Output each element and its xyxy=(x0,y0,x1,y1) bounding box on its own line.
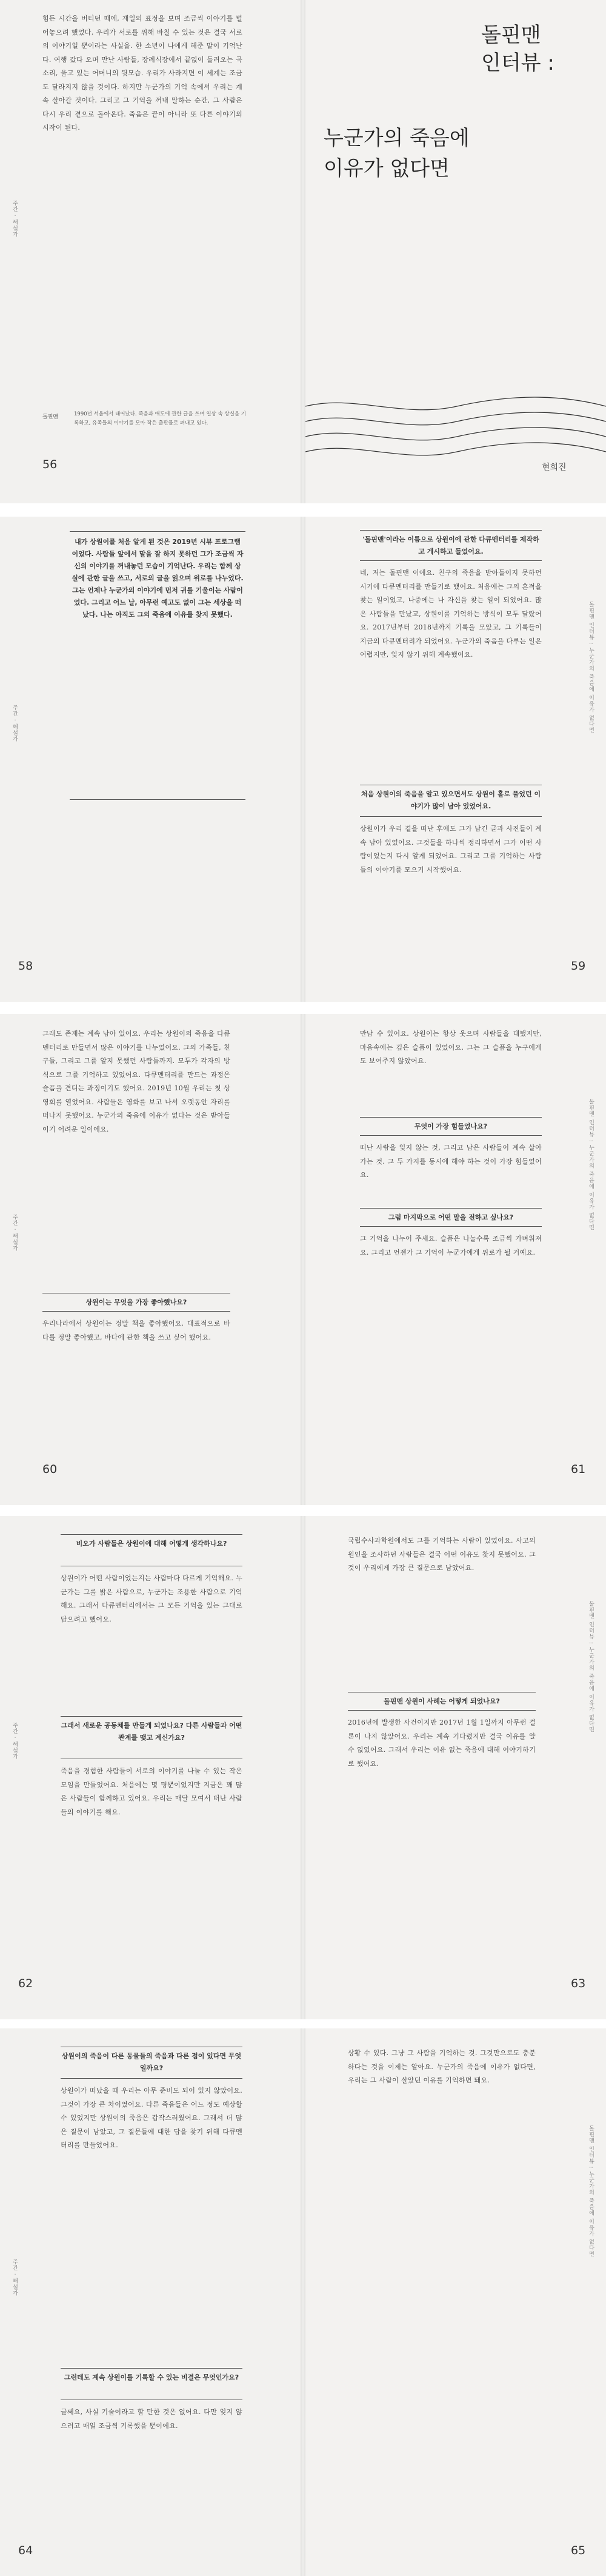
answer-text: 상원이가 어떤 사람이었는지는 사람마다 다르게 기억해요. 누군가는 그를 밝은 사람으로, 누군가는 조용한 사람으로 기억해요. 그래서 다큐멘터리에서는 그 모든 기억을 있는 그대로 담으려고 했어요. xyxy=(61,1574,242,1623)
side-running-head: 주간 · 해설가 xyxy=(12,200,18,238)
wave-decoration xyxy=(305,388,606,473)
side-running-head: 주간 · 해설가 xyxy=(12,2259,18,2296)
page-number: 56 xyxy=(42,458,58,471)
side-running-head: 주간 · 해설가 xyxy=(12,1722,18,1760)
side-running-head: 돌핀맨 인터뷰 : 누군가의 죽음에 이유가 없다면 xyxy=(588,2125,594,2258)
answer-text: 그래도 존재는 계속 남아 있어요. 우리는 상원이의 죽음을 다큐멘터리로 만들면서 많은 이야기를 나누었어요. 그의 가족들, 친구들, 그리고 그를 알지 못했던 사람들까지. 모두가 각자의 방식으로 그를 기억하고 있었어요. 다큐멘터리를 만드는 과정은 슬픔을 견디는 과정이기도 했어요. 2019년 10월 우리는 첫 상영회를 열었어요. 사람들은 영화를 보고 나서 오랫동안 자리를 떠나지 못했어요. 누군가의 죽음에 이유가 없다는 것은 받아들이기 어려운 일이에요. xyxy=(42,1030,230,1133)
page-63 xyxy=(305,1516,606,2019)
side-running-head: 주간 · 해설가 xyxy=(12,1214,18,1252)
answer-text: 만남 수 있어요. 상원이는 항상 웃으며 사람들을 대했지만, 마음속에는 깊은 슬픔이 있었어요. 그는 그 슬픔을 누구에게도 보여주지 않았어요. xyxy=(360,1030,542,1065)
answer-text: 네, 저는 돌핀맨 이에요. 친구의 죽음을 받아들이지 못하던 시기에 다큐멘터리를 만들기로 했어요. 처음에는 그의 흔적을 찾는 일이었고, 나중에는 나 자신을 찾는 일이 되었어요. 많은 사람들을 만났고, 상원이를 기억하는 방식이 모두 달랐어요. 2017년부터 2018년까지 기록을 모았고, 그 기록들이 지금의 다큐멘터리가 되었어요. 누군가의 죽음을 다루는 일은 어렵지만, 잊지 않기 위해 계속했어요. xyxy=(360,569,542,659)
page-62 xyxy=(0,1516,301,2019)
spread-64-65 xyxy=(0,2028,606,2576)
rule xyxy=(348,1710,536,1711)
answer-text: 국립수사과학원에서도 그를 기억하는 사람이 있었어요. 사고의 원인을 조사하던 사람들은 결국 어떤 이유도 찾지 못했어요. 그것이 우리에게 가장 큰 질문으로 남았어요. xyxy=(348,1537,536,1572)
answer-text: 상황 수 있다. 그냥 그 사람을 기억하는 것. 그것만으로도 충분하다는 것을 이제는 알아요. 누군가의 죽음에 이유가 없다면, 우리는 그 사람이 살았던 이유를 기억하면 돼요. xyxy=(348,2049,536,2084)
question: 상원이는 무엇을 가장 좋아했나요? xyxy=(85,1298,187,1306)
gutter xyxy=(301,1014,305,1505)
answer-text: 떠난 사람을 잊지 않는 것, 그리고 남은 사람들이 계속 살아가는 것. 그 두 가지를 동시에 해야 하는 것이 가장 힘들었어요. xyxy=(360,1144,542,1179)
spread-58-59 xyxy=(0,517,606,1002)
subtitle-line-1: 누군가의 죽음에 xyxy=(324,126,470,150)
answer-text: 우리나라에서 상원이는 정말 책을 좋아했어요. 대표적으로 바다를 정말 좋아했고, 바다에 관한 책을 쓰고 싶어 했어요. xyxy=(42,1320,230,1341)
gutter xyxy=(301,517,305,1002)
answer-text: 상원이가 우리 곁을 떠난 후에도 그가 남긴 글과 사진들이 계속 남아 있었어요. 그것들을 하나씩 정리하면서 그가 어떤 사람이었는지 다시 알게 되었어요. 그리고 그를 기억하는 사람들의 이야기를 모으기 시작했어요. xyxy=(360,825,542,874)
question: 돌핀맨 상원이 사례는 어떻게 되었나요? xyxy=(384,1697,500,1705)
subtitle-line-2: 이유가 없다면 xyxy=(324,156,450,181)
rule-top xyxy=(70,531,245,532)
question: '돌핀맨'이라는 이름으로 상원이에 관한 다큐멘터리를 제작하고 게시하고 들었어요. xyxy=(362,535,539,555)
rule xyxy=(360,1226,542,1227)
title-line-1: 돌핀맨 xyxy=(481,23,541,47)
rule xyxy=(61,1716,242,1717)
answer-text: 죽음을 경험한 사람들이 서로의 이야기를 나눌 수 있는 작은 모임을 만들었어요. 처음에는 몇 명뿐이었지만 지금은 꽤 많은 사람들이 함께하고 있어요. 우리는 매달 모여서 떠난 사람들의 이야기를 해요. xyxy=(61,1767,242,1816)
author-name: 현희진 xyxy=(542,463,567,472)
answer-text: 글쎄요, 사실 기술이라고 할 만한 것은 없어요. 다만 잊지 않으려고 매일 조금씩 기록했을 뿐이에요. xyxy=(61,2408,242,2430)
spread-62-63 xyxy=(0,1516,606,2019)
question: 비오가 사람들은 상원이에 대해 어떻게 생각하나요? xyxy=(76,1540,227,1548)
rule xyxy=(360,816,542,817)
page-number: 60 xyxy=(42,1463,58,1476)
rule xyxy=(61,1534,242,1535)
page-number: 61 xyxy=(571,1463,586,1476)
question: 그래서 새로운 공동체를 만들게 되었나요? 다른 사람들과 어떤 관계를 맺고 계신가요? xyxy=(61,1722,242,1742)
body-text: 힘든 시간을 버티던 때에, 재일의 표정을 보며 조금씩 이야기를 털어놓으려 했었다. 우리가 서로를 위해 바칠 수 있는 것은 결국 서로의 이야기일 뿐이라는 사실을. 한 소년이 나에게 해준 말이 기억난다. 여행 갔다 오며 만난 사람들, 장례식장에서 끝없이 들려오는 곡소리, 울고 있는 어머니의 뒷모습. 우리가 사라지면 이 세계는 조금도 달라지지 않을 것이다. 하지만 누군가의 기억 속에서 우리는 계속 살아갈 것이다. 그리고 그 기억을 꺼내 말하는 순간, 그 사람은 다시 우리 곁으로 돌아온다. 죽음은 끝이 아니라 또 다른 이야기의 시작이 된다. xyxy=(42,15,242,132)
answer-text: 상원이가 떠났을 때 우리는 아무 준비도 되어 있지 않았어요. 그것이 가장 큰 차이였어요. 다른 죽음들은 어느 정도 예상할 수 있었지만 상원이의 죽음은 갑작스러웠어요. 그래서 더 많은 질문이 남았고, 그 질문들에 대한 답을 찾기 위해 다큐멘터리를 만들었어요. xyxy=(61,2087,242,2149)
question: 무엇이 가장 힘들었나요? xyxy=(414,1122,488,1130)
page-59 xyxy=(305,517,606,1002)
gutter xyxy=(301,2028,305,2576)
rule xyxy=(61,2078,242,2079)
page-number: 59 xyxy=(571,959,586,973)
spread-56 xyxy=(0,0,606,503)
answer-text: 2016년에 발생한 사건이지만 2017년 1월 1일까지 아무런 결론이 나지 않았어요. 우리는 계속 기다렸지만 결국 이유를 알 수 없었어요. 그래서 우리는 이유 없는 죽음에 대해 이야기하기로 했어요. xyxy=(348,1719,536,1768)
question: 그럼 마지막으로 어떤 말을 전하고 싶나요? xyxy=(388,1213,514,1221)
page-58 xyxy=(0,517,301,1002)
page-number: 62 xyxy=(18,1977,33,1990)
gutter xyxy=(301,1516,305,2019)
side-running-head: 주간 · 해설가 xyxy=(12,705,18,742)
intro-box-text: 내가 상원이를 처음 알게 된 것은 2019년 시뷰 프로그램이었다. 사람들 앞에서 말을 잘 하지 못하던 그가 조금씩 자신의 이야기를 꺼내놓던 모습이 기억난다. 우리는 함께 상실에 관한 글을 쓰고, 서로의 글을 읽으며 위로를 나누었다. 그는 언제나 누군가의 이야기에 먼저 귀를 기울이는 사람이었다. 그리고 어느 날, 아무런 예고도 없이 그는 세상을 떠났다. 나는 아직도 그의 죽음에 이유를 찾지 못했다. xyxy=(72,538,244,619)
rule xyxy=(360,1117,542,1118)
rule xyxy=(61,2368,242,2369)
page-57 xyxy=(305,0,606,503)
gutter xyxy=(301,0,305,503)
author-note-label: 돌핀맨 xyxy=(42,414,59,420)
rule xyxy=(360,1208,542,1209)
side-running-head: 돌핀맨 인터뷰 : 누군가의 죽음에 이유가 없다면 xyxy=(588,1601,594,1733)
page-number: 63 xyxy=(571,1977,586,1990)
side-running-head: 돌핀맨 인터뷰 : 누군가의 죽음에 이유가 없다면 xyxy=(588,1099,594,1231)
rule xyxy=(42,1311,230,1312)
title-line-2: 인터뷰 : xyxy=(481,51,554,75)
page-number: 65 xyxy=(571,2544,586,2557)
question: 그런데도 계속 상원이를 기록할 수 있는 비결은 무엇인가요? xyxy=(64,2373,239,2381)
page-number: 58 xyxy=(18,959,33,973)
page-65 xyxy=(305,2028,606,2576)
question: 처음 상원이의 죽음을 알고 있으면서도 상원이 홀로 풀었던 이야기가 많이 남아 있었어요. xyxy=(361,790,541,810)
page-61 xyxy=(305,1014,606,1505)
side-running-head: 돌핀맨 인터뷰 : 누군가의 죽음에 이유가 없다면 xyxy=(588,602,594,734)
rule xyxy=(360,530,542,531)
question: 상원이의 죽음이 다른 동물들의 죽음과 다른 점이 있다면 무엇일까요? xyxy=(61,2052,242,2072)
author-note-text: 1990년 서울에서 태어났다. 죽음과 애도에 관한 글을 쓰며 일상 속 상실을 기록하고, 유족들의 이야기를 모아 작은 출판물로 펴내고 있다. xyxy=(74,411,246,426)
rule xyxy=(360,1135,542,1136)
page-60 xyxy=(0,1014,301,1505)
answer-text: 그 기억을 나누어 주세요. 슬픔은 나눌수록 조금씩 가벼워져요. 그리고 언젠가 그 기억이 누군가에게 위로가 될 거예요. xyxy=(360,1235,542,1256)
page-56 xyxy=(0,0,301,503)
page-number: 64 xyxy=(18,2544,33,2557)
spread-60-61 xyxy=(0,1014,606,1505)
rule xyxy=(360,560,542,561)
rule-bottom xyxy=(70,799,245,800)
page-64 xyxy=(0,2028,301,2576)
